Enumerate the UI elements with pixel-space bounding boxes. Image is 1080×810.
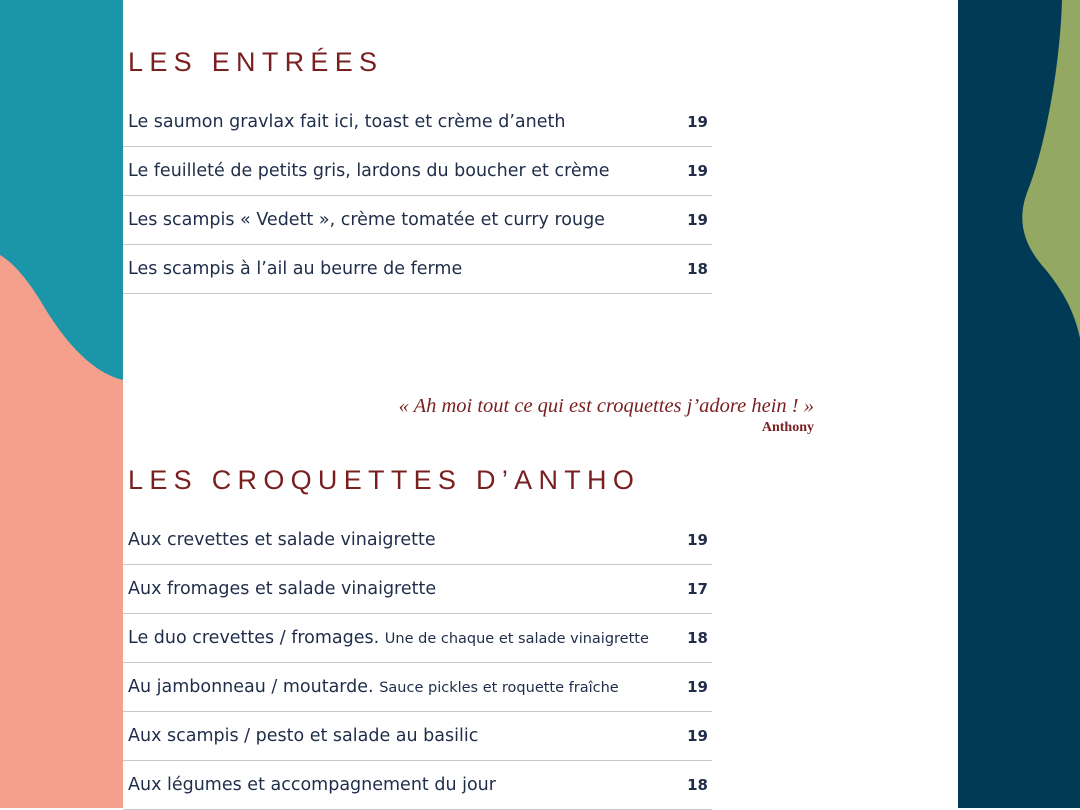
dish-name xyxy=(128,112,565,132)
menu-item xyxy=(123,663,712,712)
dish-name xyxy=(128,677,619,697)
dish-title: Le duo crevettes / fromages. xyxy=(128,628,380,648)
menu-item xyxy=(123,516,712,565)
dish-title: Au jambonneau / moutarde. xyxy=(128,677,374,697)
dish-title: Aux légumes et accompagnement du jour xyxy=(128,775,496,795)
quote-text: « Ah moi tout ce qui est croquettes j’adore hein ! » xyxy=(398,395,814,417)
menu-item xyxy=(123,147,712,196)
dish-price: 19 xyxy=(687,211,708,229)
menu-item xyxy=(123,761,712,810)
dish-title: Les scampis à l’ail au beurre de ferme xyxy=(128,259,463,279)
dish-price: 19 xyxy=(687,678,708,696)
dish-name xyxy=(128,579,436,599)
dish-title: Aux scampis / pesto et salade au basilic xyxy=(128,726,479,746)
dish-detail: Sauce pickles et roquette fraîche xyxy=(379,680,619,696)
croquettes-list xyxy=(123,516,712,810)
dish-name xyxy=(128,628,649,648)
dish-detail: Une de chaque et salade vinaigrette xyxy=(384,631,649,647)
section-title-croquettes: LES CROQUETTES D’ANTHO xyxy=(128,465,641,495)
dish-title: Le saumon gravlax fait ici, toast et crème d’aneth xyxy=(128,112,566,132)
dish-title: Aux fromages et salade vinaigrette xyxy=(128,579,437,599)
dish-title: Le feuilleté de petits gris, lardons du boucher et crème xyxy=(128,161,610,181)
dish-price: 19 xyxy=(687,162,708,180)
dish-price: 19 xyxy=(687,727,708,745)
dish-price: 17 xyxy=(687,580,708,598)
menu-item xyxy=(123,614,712,663)
dish-price: 18 xyxy=(687,260,708,278)
entrees-list xyxy=(123,98,712,294)
menu-item xyxy=(123,712,712,761)
dish-price: 18 xyxy=(687,629,708,647)
dish-name xyxy=(128,210,605,230)
menu-item xyxy=(123,98,712,147)
menu-item xyxy=(123,565,712,614)
dish-name xyxy=(128,530,436,550)
dish-price: 19 xyxy=(687,531,708,549)
menu-item xyxy=(123,245,712,294)
menu-item xyxy=(123,196,712,245)
dish-price: 19 xyxy=(687,113,708,131)
section-title-entrees: LES ENTRÉES xyxy=(128,47,384,77)
dish-name xyxy=(128,726,478,746)
dish-name xyxy=(128,161,610,181)
dish-name xyxy=(128,259,462,279)
dish-price: 18 xyxy=(687,776,708,794)
dish-title: Aux crevettes et salade vinaigrette xyxy=(128,530,436,550)
quote-author: Anthony xyxy=(761,420,814,435)
dish-name xyxy=(128,775,496,795)
dish-title: Les scampis « Vedett », crème tomatée et curry rouge xyxy=(128,210,605,230)
